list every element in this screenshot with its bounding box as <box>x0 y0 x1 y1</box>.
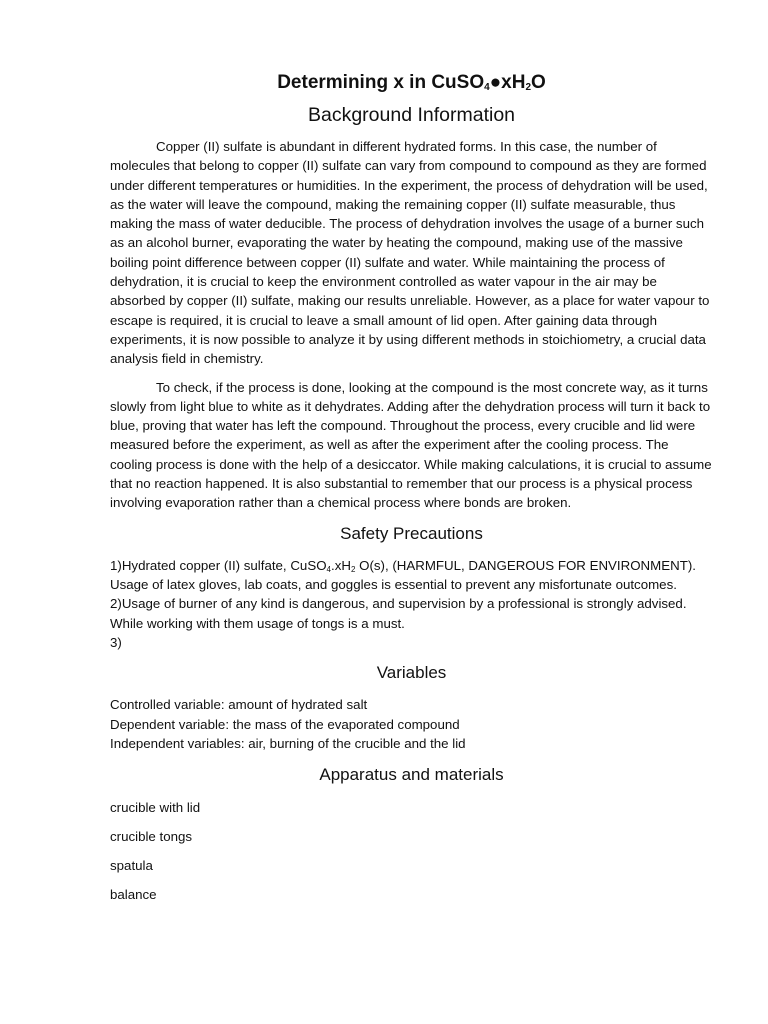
apparatus-heading: Apparatus and materials <box>319 764 504 784</box>
background-section <box>110 137 713 513</box>
apparatus-item-crucible-tongs: crucible tongs <box>110 828 193 844</box>
title-prefix: Determining x in CuSO <box>277 72 485 93</box>
apparatus-item-spatula: spatula <box>110 857 153 873</box>
title-subscript-2: 2 <box>525 82 532 93</box>
document-content <box>110 70 713 913</box>
background-paragraph-2: To check, if the process is done, looking at the compound is the most concrete way, as it turns slowly from light blue to white as it dehydrates. Adding after the dehydration process will turn it back to blue, proving that water has left the compound. Throughout the process, every crucible and lid were measured before the experiment, as well as after the experiment after the cooling process. The cooling process is done with the help of a desiccator. While making calculations, it is crucial to assume that no reaction happened. It is also substantial to remember that our process is a physical process involving evaporation rather than a chemical process where bonds are broken. <box>110 379 712 511</box>
document-title <box>110 70 713 96</box>
title-subscript-4: 4 <box>484 82 490 93</box>
safety-item-1-mid: .xH <box>331 557 351 573</box>
safety-item-2: 2)Usage of burner of any kind is dangerous, and supervision by a professional is strongly advised. While working with them usage of tongs is a must. <box>110 596 687 631</box>
variable-controlled: Controlled variable: amount of hydrated salt <box>110 697 368 713</box>
background-paragraph-1: Copper (II) sulfate is abundant in different hydrated forms. In this case, the number of molecules that belong to copper (II) sulfate can vary from compound to compound as they are formed under different temperatures or humidities. In the experiment, the process of dehydration will be used, as the water will leave the compound, making the remaining copper (II) sulfate measurable, thus making the mass of water deducible. The process of dehydration involves the usage of a burner such as an alcohol burner, evaporating the water by heating the compound, making use of the massive boiling point difference between copper (II) sulfate and water. While maintaining the process of dehydration, it is crucial to keep the environment controlled as water vapour in the air may be absorbed by copper (II) sulfate, making our results unreliable. However, as a place for water vapour to escape is required, it is crucial to leave a small amount of lid open. After gaining data through experiments, it is now possible to analyze it by using different methods in stoichiometry, a crucial data analysis field in chemistry. <box>110 139 710 367</box>
title-suffix: O <box>531 72 546 93</box>
safety-subscript-2: 2 <box>350 564 356 574</box>
variables-heading: Variables <box>376 663 447 683</box>
safety-heading: Safety Precautions <box>340 523 483 543</box>
background-heading: Background Information <box>307 104 516 126</box>
safety-item-1-suffix: O(s), (HARMFUL, DANGEROUS FOR ENVIRONMENT). Usage of latex gloves, lab coats, and goggles is essential to prevent any misfortunate outcomes. <box>110 557 696 592</box>
safety-subscript-4: 4 <box>326 564 331 574</box>
apparatus-section <box>110 798 713 904</box>
variable-dependent: Dependent variable: the mass of the evaporated compound <box>110 716 460 732</box>
title-middle: ●xH <box>489 72 526 93</box>
safety-item-1-prefix: 1)Hydrated copper (II) sulfate, CuSO <box>110 557 327 573</box>
apparatus-item-crucible-with-lid: crucible with lid <box>110 799 201 815</box>
safety-section <box>110 556 713 652</box>
safety-item-1 <box>110 556 713 595</box>
apparatus-item-balance: balance <box>110 886 157 902</box>
variables-section <box>110 695 713 754</box>
variable-independent: Independent variables: air, burning of the crucible and the lid <box>110 736 466 752</box>
safety-item-3: 3) <box>110 634 122 650</box>
